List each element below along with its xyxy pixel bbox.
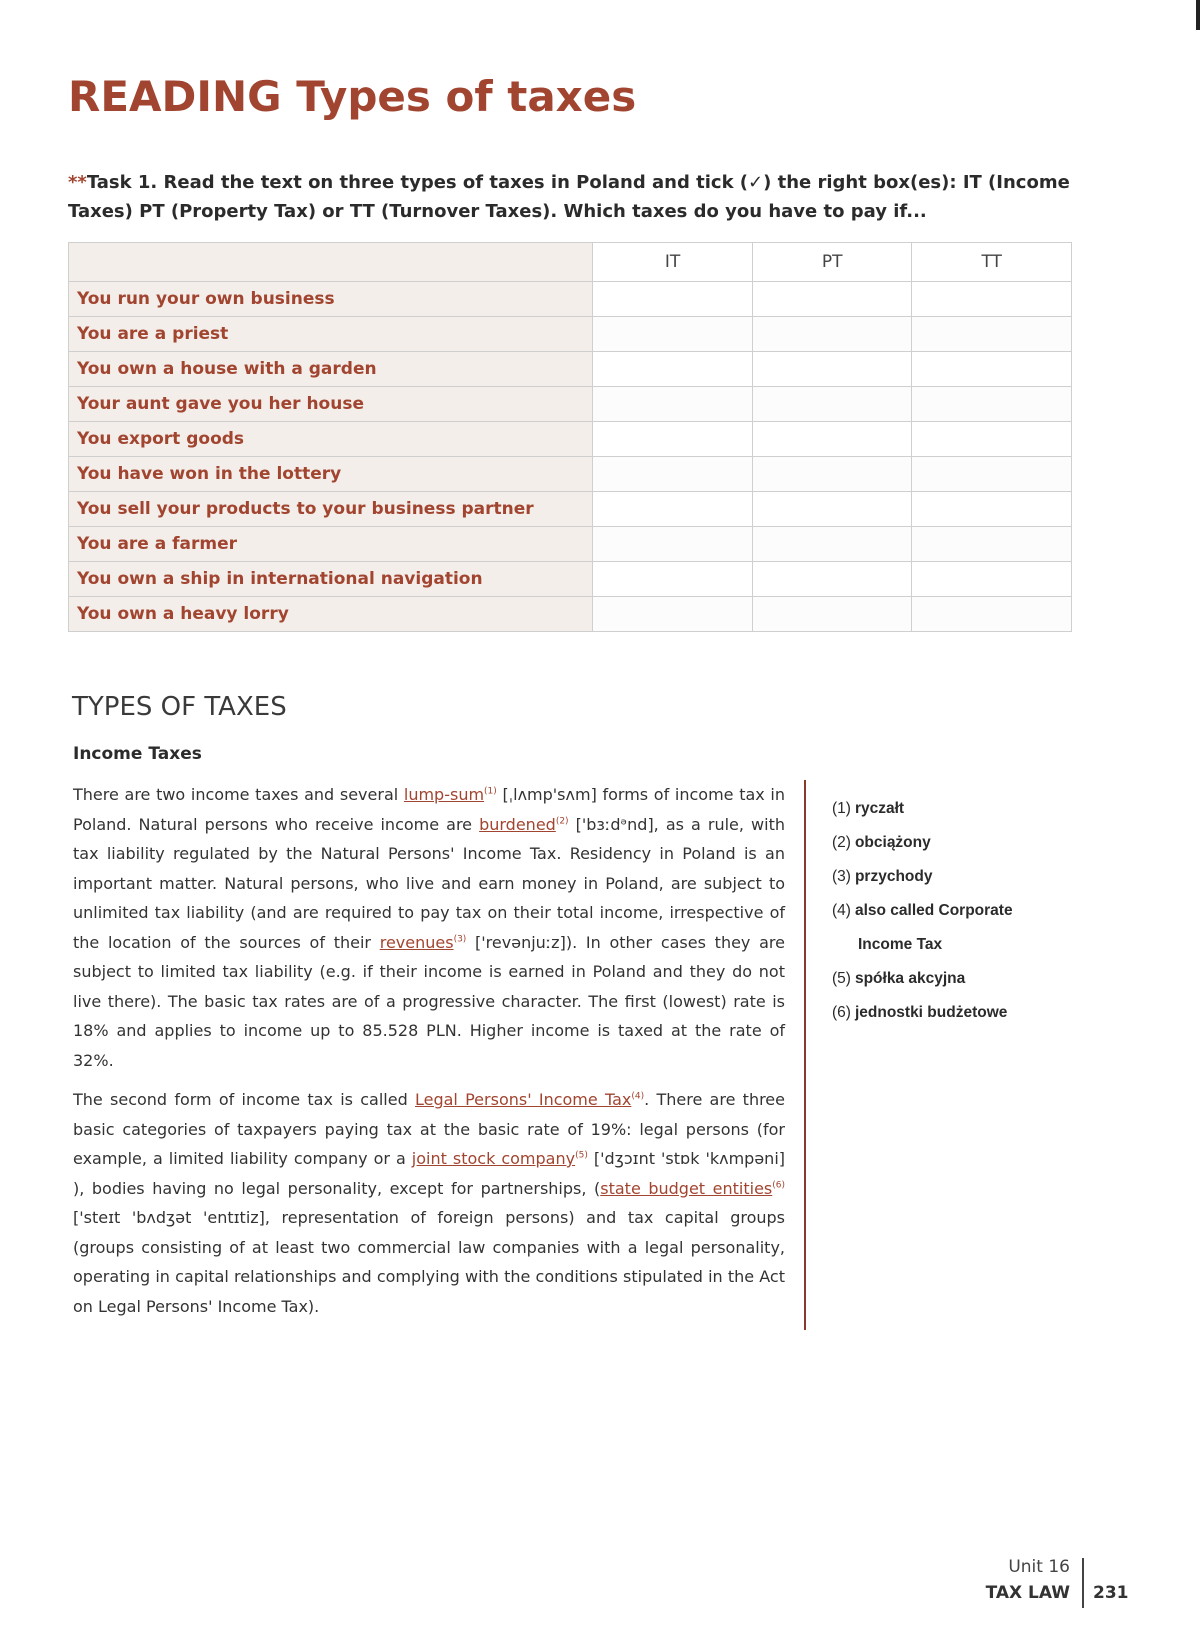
tick-box-it[interactable] [593,562,753,597]
glossary-term-revenues: revenues [379,932,454,952]
footer-divider [1082,1558,1084,1608]
table-row [69,352,1072,387]
table-row [69,387,1072,422]
table-row [69,317,1072,352]
table-row [69,492,1072,527]
task-text: Task 1. Read the text on three types of taxes in Poland and tick (✓) the right box(es): IT (Income Taxes) PT (Property Tax) or TT (Turnover Taxes). Which taxes do you have to pay if... [68,172,1070,222]
tick-box-pt[interactable] [752,597,912,632]
glossary-number: (1) [832,800,851,817]
tick-box-it[interactable] [593,387,753,422]
tick-box-it[interactable] [593,492,753,527]
glossary-number: (5) [832,970,851,987]
glossary-item [832,860,1034,894]
table-row [69,457,1072,492]
row-label: You have won in the lottery [69,457,593,492]
text-run: [ˌlʌmp'sʌm] forms of income tax in Poland. Natural persons who receive income are [73,785,785,834]
tick-box-tt[interactable] [912,317,1072,352]
glossary-translation: spółka akcyjna [854,970,966,987]
glossary-term-legal-persons-income-tax: Legal Persons' Income Tax [414,1090,632,1109]
glossary-number: (2) [832,834,851,851]
table-row [69,527,1072,562]
column-header-it: IT [593,243,753,282]
table-row [69,562,1072,597]
row-label: You own a heavy lorry [69,597,593,632]
glossary-number: (4) [832,902,851,919]
row-label: You are a farmer [69,527,593,562]
tick-box-it[interactable] [593,457,753,492]
text-run: There are two income taxes and several [73,785,404,804]
tick-box-it[interactable] [593,597,753,632]
tick-box-pt[interactable] [752,317,912,352]
tick-box-pt[interactable] [752,562,912,597]
tick-box-tt[interactable] [912,562,1072,597]
tick-box-tt[interactable] [912,282,1072,317]
tick-box-it[interactable] [593,352,753,387]
glossary-number: (3) [832,868,851,885]
task-instruction [68,168,1078,226]
text-run: ['steɪt 'bʌdʒət 'entɪtiz], representation of foreign persons) and tax capital groups (groups consisting of at least two commercial law companies with a legal personality, operating in capital relationships and complying with the conditions stipulated in the Act on Legal Persons' Income Tax). [73,1208,785,1316]
footnote-ref: (3) [453,934,467,945]
glossary-item-continued [832,928,1034,962]
glossary-translation: ryczałt [854,800,905,817]
glossary-term-joint-stock-company: joint stock company [411,1149,576,1168]
tick-box-tt[interactable] [912,457,1072,492]
footer-unit-title: TAX LAW [985,1583,1070,1603]
paragraph-2 [73,1085,785,1321]
tick-box-pt[interactable] [752,352,912,387]
footnote-ref: (2) [555,816,569,827]
glossary-translation: obciążony [854,834,931,851]
tick-box-tt[interactable] [912,492,1072,527]
glossary-translation: przychody [854,868,933,885]
footnote-ref: (4) [631,1091,645,1102]
tick-box-pt[interactable] [752,282,912,317]
tick-box-tt[interactable] [912,352,1072,387]
row-label: You sell your products to your business partner [69,492,593,527]
tick-box-it[interactable] [593,527,753,562]
glossary-term-lump-sum: lump-sum [403,785,485,804]
paragraph-1 [73,780,785,1075]
tick-box-pt[interactable] [752,527,912,562]
tick-box-tt[interactable] [912,422,1072,457]
tick-box-it[interactable] [593,317,753,352]
glossary-term-burdened: burdened [479,814,556,834]
text-run: ['revənjuːz]). In other cases they are subject to limited tax liability (e.g. if their income is earned in Poland and they do not live there). The basic tax rates are of a progressive character. The first (lowest) rate is 18% and applies to income up to 85.528 PLN. Higher income is taxed at the rate of 32%. [73,932,786,1070]
tick-box-it[interactable] [593,422,753,457]
page-title: READING Types of taxes [68,72,637,121]
glossary-sidebar [804,780,1034,1330]
row-label: You own a house with a garden [69,352,593,387]
glossary-number: (6) [832,1004,851,1021]
tick-box-pt[interactable] [752,457,912,492]
glossary-item [832,792,1034,826]
footnote-ref: (6) [772,1180,785,1191]
row-label: You are a priest [69,317,593,352]
glossary-translation: jednostki budżetowe [854,1004,1008,1021]
row-label: You own a ship in international navigation [69,562,593,597]
glossary-term-state-budget-entities: state budget entities [600,1178,773,1198]
column-header-tt: TT [912,243,1072,282]
text-run: ['dʒɔɪnt 'stɒk 'kʌmpəni] ), bodies having no legal personality, except for partnerships, ( [73,1149,786,1198]
text-run: . There are three basic categories of taxpayers paying tax at the basic rate of 19%: legal persons (for example, a limited liability company or a [73,1090,785,1168]
glossary-translation: Income Tax [858,936,943,953]
table-corner-cell [69,243,593,282]
glossary-item [832,962,1034,996]
tick-box-pt[interactable] [752,492,912,527]
glossary-item [832,826,1034,860]
tick-box-tt[interactable] [912,527,1072,562]
glossary-item [832,996,1034,1030]
difficulty-stars: ** [68,172,87,193]
row-label: Your aunt gave you her house [69,387,593,422]
footer-unit: Unit 16 [1008,1557,1070,1577]
table-row [69,282,1072,317]
text-run: The second form of income tax is called [73,1090,415,1109]
tick-box-pt[interactable] [752,387,912,422]
row-label: You export goods [69,422,593,457]
text-run: ['bɜːdᵊnd], as a rule, with tax liability regulated by the Natural Persons' Income Tax. Residency in Poland is an important matter. Natural persons, who live and earn money in Poland, are subject to unlimited tax liability (and are required to pay tax on their total income, irrespective of the location of the sources of their [73,814,785,952]
tax-tick-table [68,242,1072,632]
table-row [69,422,1072,457]
section-title: TYPES OF TAXES [72,692,287,722]
glossary-item [832,894,1034,928]
footnote-ref: (5) [575,1150,588,1161]
row-label: You run your own business [69,282,593,317]
column-header-pt: PT [752,243,912,282]
footnote-ref: (1) [484,786,497,797]
table-row [69,597,1072,632]
table-header-row [69,243,1072,282]
page-edge-mark [1196,0,1200,30]
tick-box-pt[interactable] [752,422,912,457]
tick-box-tt[interactable] [912,387,1072,422]
reading-text [73,780,785,1331]
tick-box-tt[interactable] [912,597,1072,632]
page-number: 231 [1093,1583,1129,1603]
tick-box-it[interactable] [593,282,753,317]
subheading-income-taxes: Income Taxes [73,744,202,764]
glossary-translation: also called Corporate [854,902,1013,919]
